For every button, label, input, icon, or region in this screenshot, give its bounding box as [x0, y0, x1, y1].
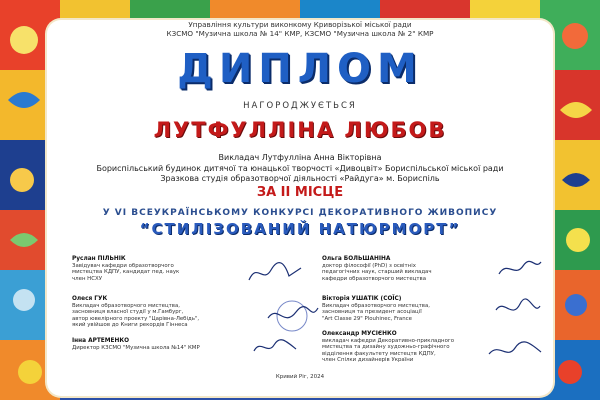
jury-title-line: Директор КЗСМО "Музична школа №14" КМР	[72, 344, 200, 351]
signature-mark	[262, 298, 322, 334]
organizer-line-2: КЗСМО "Музична школа № 14" КМР, КЗСМО "Музична школа № 2" КМР	[166, 29, 434, 38]
jury-member	[322, 296, 472, 322]
jury-title-line: автор ювелірного проекту "Царівна-Лебідь",	[72, 315, 200, 322]
jury-title-line: член НСХУ	[72, 275, 102, 282]
jury-member	[322, 331, 472, 364]
organizer-line-1: Управління культури виконкому Криворізької міської ради	[188, 20, 412, 29]
jury-name: Ольга БОЛЬШАНІНА	[322, 256, 391, 262]
recipient-name: ЛУТФУЛЛІНА ЛЮБОВ	[153, 118, 447, 142]
jury-title-line: кафедри образотворчого мистецтва	[322, 275, 427, 282]
signature-mark	[250, 335, 300, 359]
place-year-footer: Кривий Ріг, 2024	[275, 374, 325, 380]
jury-name: Інна АРТЕМЕНКО	[72, 338, 129, 344]
institution-line: Бориспільський будинок дитячої та юнацької творчості «Дивоцвіт» Бориспільської міської ради	[96, 163, 504, 173]
contest-theme: “СТИЛІЗОВАНИЙ НАТЮРМОРТ”	[139, 220, 461, 238]
jury-title-line: Завідувач кафедри образотворчого	[72, 262, 174, 269]
awarded-label: НАГОРОДЖУЄТЬСЯ	[243, 101, 357, 111]
jury-title-line: член Спілки дизайнерів України	[322, 357, 414, 364]
jury-title-line: Викладач образотворчого мистецтва,	[72, 302, 181, 309]
signature-mark	[485, 336, 545, 364]
jury-title-line: викладач кафедри Декоративно-прикладного	[322, 337, 454, 344]
jury-title-line: засновниця власної студії у м.Гамбург,	[72, 309, 184, 316]
teacher-line: Викладач Лутфулліна Анна Вікторівна	[218, 153, 382, 162]
studio-line: Зразкова студія образотворчої діяльності «Райдуга» м. Бориспіль	[160, 174, 440, 183]
recipient-details	[0, 153, 600, 185]
jury-member	[72, 296, 222, 329]
signature-mark	[492, 296, 544, 322]
jury-member	[322, 256, 472, 282]
jury-title-line: засновниця та президент асоціації	[322, 309, 422, 316]
jury-title-line: мистецтва та дизайну художньо-графічного	[322, 344, 450, 351]
jury-title-line: педагогічних наук, старший викладач	[322, 269, 432, 276]
signature-mark	[245, 258, 305, 288]
jury-name: Вікторія УШАТІК (СОЇС)	[322, 296, 402, 302]
contest-name: У VI ВСЕУКРАЇНСЬКОМУ КОНКУРСІ ДЕКОРАТИВНОГО ЖИВОПИСУ	[102, 208, 498, 218]
jury-title-line: відділення факультету мистецтв КДПУ,	[322, 350, 436, 357]
place-award: ЗА ІІ МІСЦЕ	[256, 185, 344, 200]
jury-name: Руслан ПІЛЬНІК	[72, 256, 126, 262]
jury-title-line: Викладач образотворчого мистецтва,	[322, 302, 431, 309]
jury-title-line: доктор філософії (PhD) з освітніх	[322, 262, 416, 269]
jury-title-line: "Art Classe 29" Plouhinec, France	[322, 315, 412, 322]
jury-member	[72, 338, 222, 351]
jury-title-line: мистецтва КДПУ, кандидат пед. наук	[72, 269, 180, 276]
jury-name: Олександр МУСІЄНКО	[322, 331, 397, 337]
jury-name: Олеся ГУК	[72, 296, 108, 302]
jury-title-line: який увійшов до Книги рекордів Гіннеса	[72, 322, 188, 329]
signature-mark	[495, 256, 545, 282]
diploma-title: ДИПЛОМ	[177, 46, 423, 92]
organizer-header	[0, 20, 600, 38]
jury-member	[72, 256, 222, 282]
